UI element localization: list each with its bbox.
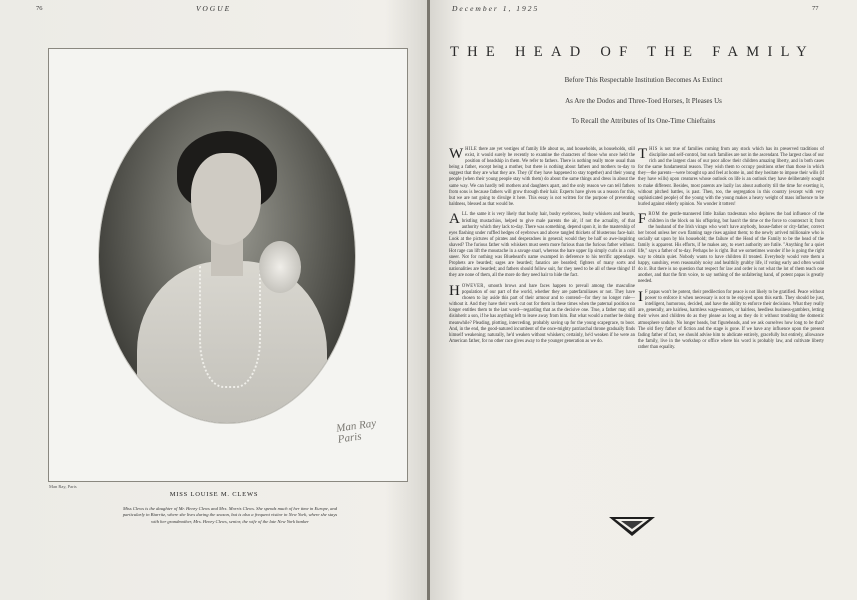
photographer-signature: Man Ray Paris (335, 417, 377, 446)
lead-in: HILE (465, 147, 478, 152)
paragraph (449, 147, 635, 208)
corsage-flower (259, 241, 301, 293)
paragraph (449, 212, 635, 279)
left-page (0, 0, 428, 600)
paragraph-text: is not true of families coming from any stock which has its preserved traditions of discipline and self-control, but such families are not in the ascendant. The largest class of our rich and the largest class of our poor allow their children amazing liberty, and in both cases for the same fundamental reason. They wish them to occupy positions other than those in which they—the parents—were brought up and feel at home in, and they hesitate to impose their wills (if they have wills) upon creatures whose outlook on life is an outlook they have deliberately sought to make different. Besides, most parents are lazily lax about authority till the time for exerting it, without pitched battles, is past. Then, too, the segregation in this country (except with very sophisticated people) of the young with the young makes a heavy weight of mass influence to be hurled against elderly opinion. No wonder it totters! (638, 147, 824, 207)
paragraph-text: papas won't be potent, their predilection for peace is not likely to be gratified. Peace without power to enforce it when necessary is not to be enjoyed upon this earth. They should be just, intelligent, humorous, decided, and have the ability to enforce their decisions. What they really are, generally, are hairless, harmless wage-earners, or hairless, heedless business-gamblers, letting their wives and children do as they please as long as they do it without troubling the domestic atmosphere unduly. No longer heads, but figureheads, and we ask ourselves how long to be that? The old fiery father of fiction and the stage is gone. If we have any influence upon the present fading father of fact, we should advise him to abdicate entirely, gracefully but entirely, allowance the family, live in the workshop or office where his word is probably law, and cultivate liberty rather than equality. (638, 290, 824, 350)
drop-cap: T (638, 146, 648, 162)
paragraph (638, 290, 824, 351)
lead-in: ROM (648, 212, 660, 218)
pearl-necklace (199, 266, 261, 388)
lead-in: LL (461, 212, 469, 218)
paragraph-text: there are yet vestiges of family life about us, and households, as households, still exist, it would surely be recently to examine the characters of those who once held the position of headship in them. We refer to fathers. There is nothing really more usual than being a father, except being a mother, but there is nothing about fathers and mothers to-day to suggest that they are what they are. They (if they have happened to stay together) and their young people (when their young people stay with them) do about the same things and dress in about the same way. We can hardly tell mothers and daughters apart, and the only reason we can tell fathers from sons is because fathers will grow through their hair. Experts have given us a reason for this, but we are not going to divulge it here. This essay is not written for the purpose of preventing baldness, blessed as that would be. (449, 147, 635, 207)
lead-in: HIS (649, 147, 658, 152)
lead-in: OWEVER, (461, 283, 486, 289)
article-column-left (449, 147, 635, 349)
portrait-face (191, 153, 261, 245)
article-headline: THE HEAD OF THE FAMILY (450, 44, 816, 60)
portrait-photo (99, 91, 355, 423)
caption-title: MISS LOUISE M. CLEWS (169, 491, 259, 498)
paragraph (449, 284, 635, 345)
drop-cap: F (638, 211, 647, 228)
paragraph-text: the gentle-mannered little Italian tradesman who deplores the bad influence of the children in the block on his offspring, but hasn't the time or the force to counteract it; from the husband of the Irish virago who won't have anybody, house-father or city-father, correct her brood unless her own flaming rage rises against them; to the newly arrived millionaire who is socially sat upon by his household; the failure of the Head of the Family to be the head of the family is apparent. His efforts, if he makes any, to exert authority are futile. "Anything for a quiet life," says a father of to-day. Perhaps he is right. But we sometimes wonder if he is going the right way to obtain quiet. Nobody wants to have children ill treated. Everybody would vote them a happy, sunshiny, even reasonably noisy and healthily grubby life, if voting early and often would do it. But there is no question that respect for law and order is not what the lot of them teach one another, and that the firm voice, to say nothing of the unfaltering hand, of potent papas is greatly needed. (638, 212, 824, 285)
deck-line-3: To Recall the Attributes of Its One-Time Chieftains (571, 117, 716, 125)
photo-credit: Man Ray, Paris (49, 484, 77, 489)
deck-line-2: As Are the Dodos and Three-Toed Horses, It Pleases Us (565, 97, 722, 105)
deck-line-1: Before This Respectable Institution Becomes As Extinct (564, 76, 723, 84)
article-column-right (638, 147, 824, 356)
photo-frame (48, 48, 408, 482)
running-head-right: December 1, 1925 (452, 4, 540, 13)
paragraph (638, 147, 824, 208)
paragraph-text: smooth brows and bare faces happen to prevail among the masculine population of our part of the world, whether they are paterfamiliases or not. They have chosen to lay aside this part of their armour and to contend—for they no longer rule—without it. And they have their work cut out for them in these times when the paternal position no longer entitles them to the last word—regarding that as the decisive one. True, a father may still disinherit a son, if he has anything left to leave away from him. But what would a mother be doing meanwhile? Pleading, plotting, interceding, probably saving up for the young scapegrace, to boot. And, in the end, the good-natured incumbent of the once-mighty patriarchal throne gradually finds himself weakening; naturally, he'd weaken without whiskers; certainly, he'd weaken if he were an American father, for no other race gives away to the younger generation as we do. (449, 283, 635, 344)
drop-cap: W (449, 146, 464, 162)
lead-in: F (645, 290, 648, 296)
paragraph-text: the same it is very likely that bushy hair, bushy eyebrows, bushy whiskers and beards, bristling mustachios, helped to give male parents the air, if not the actuality, of that authority which they lack to-day. There was something, depend upon it, in the mastership of eyes flashing under ruffled hedges of eyebrows and above tangled thickets of blusterous face-hair. Look at the pictures of pirates and desperadoes in general; would they be half so awe-inspiring shaved? The furious father with whiskers must seem more furious than the furious father without. Hot rage can lift the moustache in a savage snarl, whereas the bare upper lip simply curls in a cold sneer. Not for nothing was Bluebeard's name swamped in deference to his terrific appendage. Prophets are bearded; sages are bearded; fanatics are bearded; fighters of many sorts and nationalities are bearded; and fathers should follow suit, for they need to be all of these things! If they are none of them, all the more do they need hair to hide the fact. (449, 212, 635, 279)
page-number-left: 76 (36, 5, 43, 12)
drop-cap: I (638, 289, 643, 306)
drop-cap: H (449, 282, 460, 299)
caption-body: Miss Clews is the daughter of Mr. Henry Clews and Mrs. Morris Clews. She spends much of her time in Europe, and particularly in Biarritz, where she lives during the season, but is also a frequent visitor in New York, where she stays with her grandmother, Mrs. Henry Clews, senior, the wife of the late New York banker (122, 506, 338, 524)
page-number-right: 77 (812, 5, 819, 12)
running-head-left: VOGUE (196, 4, 232, 13)
paragraph (638, 212, 824, 285)
vogue-v-logo-icon (607, 515, 657, 537)
drop-cap: A (449, 211, 460, 228)
